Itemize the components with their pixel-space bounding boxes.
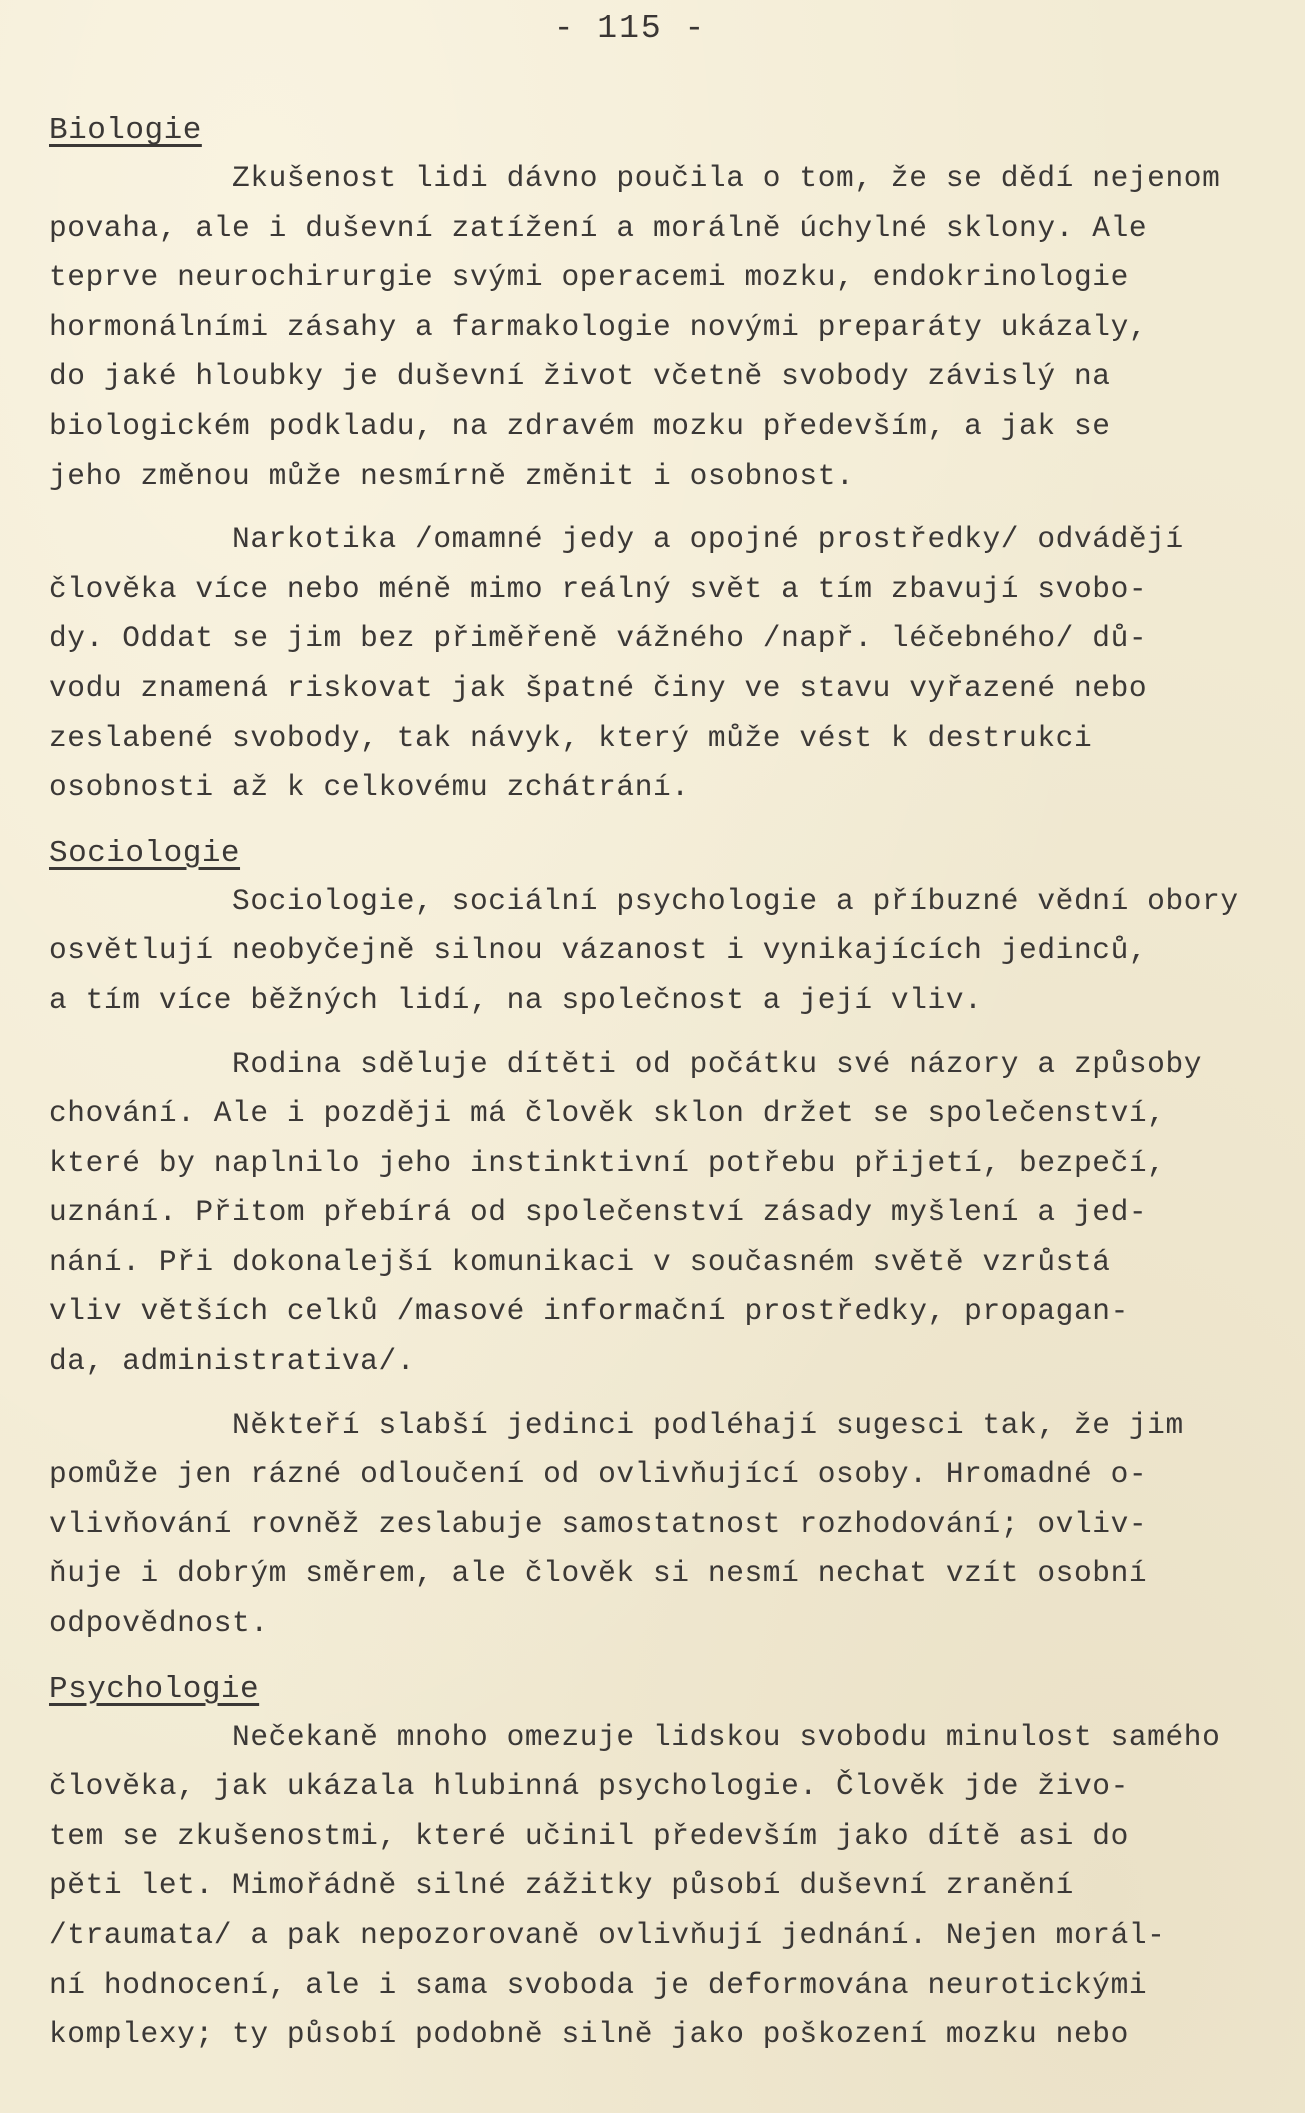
text-line: Rodina sděluje dítěti od počátku své názory a způsoby (49, 1046, 1203, 1081)
text-line: ňuje i dobrým směrem, ale člověk si nesmí nechat vzít osobní (49, 1556, 1148, 1591)
paragraph (49, 1040, 1264, 1387)
text-line: hormonálními zásahy a farmakologie novými preparáty ukázaly, (49, 309, 1148, 344)
text-line: uznání. Přitom přebírá od společenství zásady myšlení a jed- (49, 1195, 1148, 1230)
text-line: Někteří slabší jedinci podléhají sugesci tak, že jim (49, 1407, 1184, 1442)
text-line: člověka, jak ukázala hlubinná psychologie. Člověk jde živo- (49, 1769, 1129, 1804)
text-line: které by naplnilo jeho instinktivní potřebu přijetí, bezpečí, (49, 1145, 1166, 1180)
text-line: Zkušenost lidi dávno poučila o tom, že se dědí nejenom (49, 161, 1221, 195)
text-line: teprve neurochirurgie svými operacemi mozku, endokrinologie (49, 260, 1129, 295)
section-psychologie (49, 1667, 1264, 2060)
text-line: da, administrativa/. (49, 1344, 416, 1379)
text-line: vliv větších celků /masové informační prostředky, propagan- (49, 1294, 1129, 1329)
text-line: a tím více běžných lidí, na společnost a její vliv. (49, 982, 983, 1017)
text-line: osobnosti až k celkovému zchátrání. (49, 770, 690, 805)
paragraph (49, 877, 1264, 1026)
text-line: odpovědnost. (49, 1606, 269, 1641)
text-line: komplexy; ty působí podobně silně jako poškození mozku nebo (49, 2017, 1129, 2052)
text-line: zeslabené svobody, tak návyk, který může vést k destrukci (49, 720, 1093, 755)
text-line: tem se zkušenostmi, které učinil především jako dítě asi do (49, 1818, 1129, 1853)
section-biologie (49, 108, 1264, 813)
text-line: /traumata/ a pak nepozorovaně ovlivňují jednání. Nejen morál- (49, 1918, 1166, 1952)
text-line: do jaké hloubky je duševní život včetně svobody závislý na (49, 359, 1111, 394)
text-line: chování. Ale i později má člověk sklon držet se společenství, (49, 1096, 1166, 1131)
text-line: nání. Při dokonalejší komunikaci v současném světě vzrůstá (49, 1244, 1111, 1279)
text-line: člověka více nebo méně mimo reálný svět a tím zbavují svobo- (49, 571, 1148, 606)
text-line: povaha, ale i duševní zatížení a morálně úchylné sklony. Ale (49, 210, 1148, 245)
paragraph (49, 1401, 1264, 1649)
section-heading: Sociologie (49, 835, 241, 871)
text-line: vlivňování rovněž zeslabuje samostatnost rozhodování; ovliv- (49, 1506, 1148, 1541)
text-line: jeho změnou může nesmírně změnit i osobnost. (49, 458, 855, 493)
page-body (49, 108, 1264, 2060)
text-line: biologickém podkladu, na zdravém mozku především, a jak se (49, 408, 1111, 443)
text-line: Sociologie, sociální psychologie a příbuzné vědní obory (49, 883, 1239, 918)
text-line: pěti let. Mimořádně silné zážitky působí duševní zranění (49, 1868, 1074, 1903)
text-line: osvětlují neobyčejně silnou vázanost i vynikajících jedinců, (49, 933, 1148, 968)
section-sociologie (49, 831, 1264, 1649)
paragraph (49, 1713, 1264, 2060)
text-line: vodu znamená riskovat jak špatné činy ve stavu vyřazené nebo (49, 670, 1148, 705)
section-heading: Psychologie (49, 1671, 260, 1707)
paragraph (49, 154, 1264, 501)
text-line: Narkotika /omamné jedy a opojné prostředky/ odvádějí (49, 522, 1184, 557)
text-line: Nečekaně mnoho omezuje lidskou svobodu minulost samého (49, 1719, 1221, 1754)
text-line: ní hodnocení, ale i sama svoboda je deformována neurotickými (49, 1967, 1148, 2002)
text-line: pomůže jen rázné odloučení od ovlivňující osoby. Hromadné o- (49, 1457, 1148, 1492)
section-heading: Biologie (49, 113, 202, 148)
page-number: - 115 - (553, 10, 707, 47)
text-line: dy. Oddat se jim bez přiměřeně vážného /např. léčebného/ dů- (49, 621, 1148, 656)
paragraph (49, 515, 1264, 813)
